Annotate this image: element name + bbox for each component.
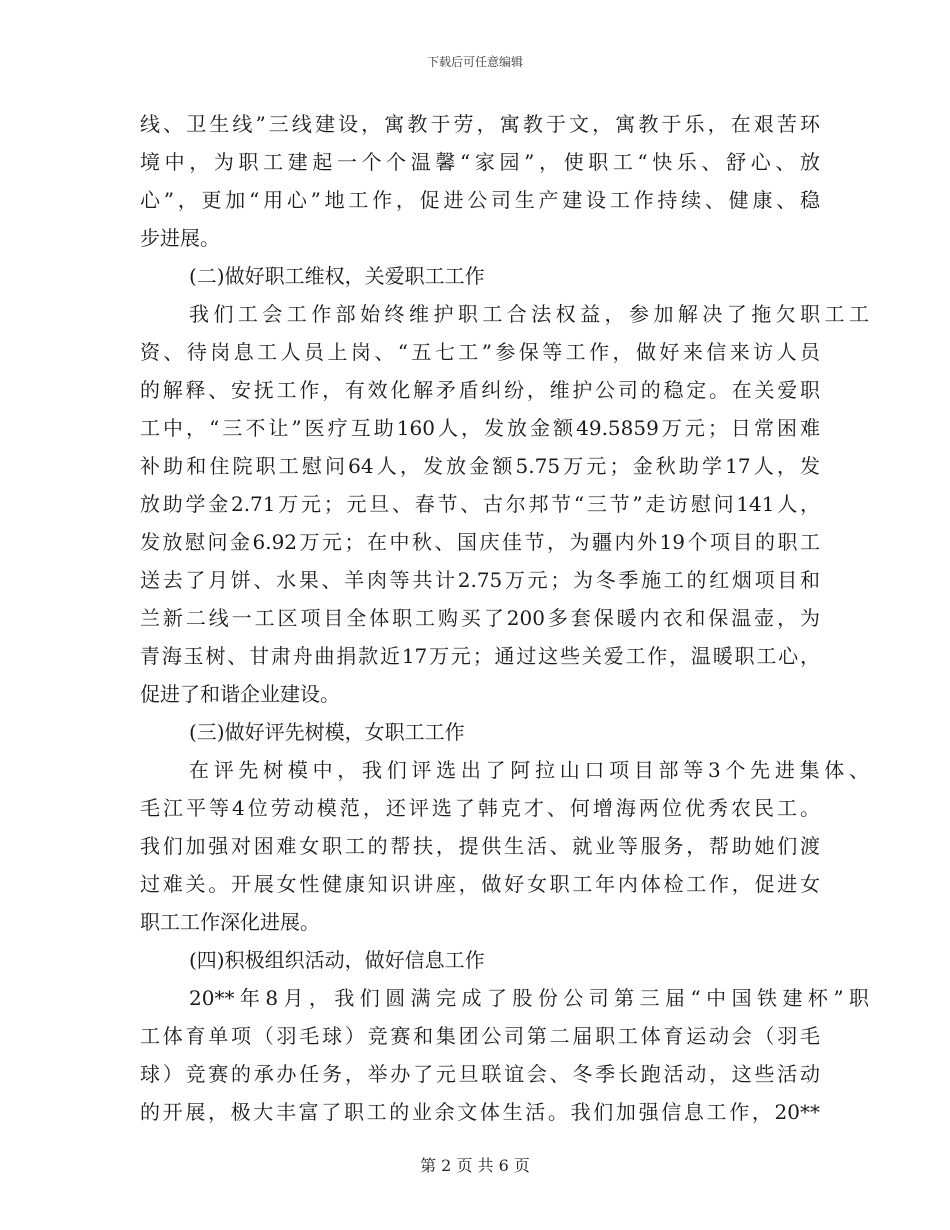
text-line: 我们工会工作部始终维护职工合法权益，参加解决了拖欠职工工 <box>189 302 869 326</box>
text-line: 资、待岗息工人员上岗、“五七工”参保等工作，做好来信来访人员 <box>140 340 820 364</box>
text-line: 心”，更加“用心”地工作，促进公司生产建设工作持续、健康、稳 <box>140 188 820 212</box>
text-line: 促进了和谐企业建设。 <box>140 682 340 706</box>
text-line: 送去了月饼、水果、羊肉等共计2.75万元；为冬季施工的红烟项目和 <box>140 568 820 592</box>
text-line: 工中，“三不让”医疗互助160人，发放金额49.5859万元；日常困难 <box>140 416 820 440</box>
section-heading: (三)做好评先树模，女职工工作 <box>189 720 465 744</box>
text-line: 我们加强对困难女职工的帮扶，提供生活、就业等服务，帮助她们渡 <box>140 834 820 858</box>
page-header: 下载后可任意编辑 <box>426 55 523 69</box>
text-line: 球）竞赛的承办任务，举办了元旦联谊会、冬季长跑活动，这些活动 <box>140 1062 820 1086</box>
text-line: 补助和住院职工慰问64人，发放金额5.75万元；金秋助学17人，发 <box>140 454 820 478</box>
text-line: 职工工作深化进展。 <box>140 910 320 934</box>
text-line: 的开展，极大丰富了职工的业余文体生活。我们加强信息工作，20** <box>140 1100 820 1124</box>
text-line: 20**年8月，我们圆满完成了股份公司第三届“中国铁建杯”职 <box>189 986 869 1010</box>
text-line: 过难关。开展女性健康知识讲座，做好女职工年内体检工作，促进女 <box>140 872 820 896</box>
text-line: 的解释、安抚工作，有效化解矛盾纠纷，维护公司的稳定。在关爱职 <box>140 378 820 402</box>
text-line: 兰新二线一工区项目全体职工购买了200多套保暖内衣和保温壶，为 <box>140 606 820 630</box>
text-line: 青海玉树、甘肃舟曲捐款近17万元；通过这些关爱工作，温暖职工心， <box>140 644 820 668</box>
text-line: 在评先树模中，我们评选出了阿拉山口项目部等3个先进集体、 <box>189 758 869 782</box>
text-line: 步进展。 <box>140 226 220 250</box>
page-footer: 第 2 页 共 6 页 <box>420 1156 530 1175</box>
text-line: 工体育单项（羽毛球）竞赛和集团公司第二届职工体育运动会（羽毛 <box>140 1024 820 1048</box>
text-line: 毛江平等4位劳动模范，还评选了韩克才、何增海两位优秀农民工。 <box>140 796 820 820</box>
text-line: 线、卫生线”三线建设，寓教于劳，寓教于文，寓教于乐，在艰苦环 <box>140 112 820 136</box>
section-heading: (二)做好职工维权，关爱职工工作 <box>189 264 485 288</box>
section-heading: (四)积极组织活动，做好信息工作 <box>189 948 485 972</box>
text-line: 发放慰问金6.92万元；在中秋、国庆佳节，为疆内外19个项目的职工 <box>140 530 820 554</box>
text-line: 放助学金2.71万元；元旦、春节、古尔邦节“三节”走访慰问141人， <box>140 492 820 516</box>
text-line: 境中，为职工建起一个个温馨“家园”，使职工“快乐、舒心、放 <box>140 150 820 174</box>
